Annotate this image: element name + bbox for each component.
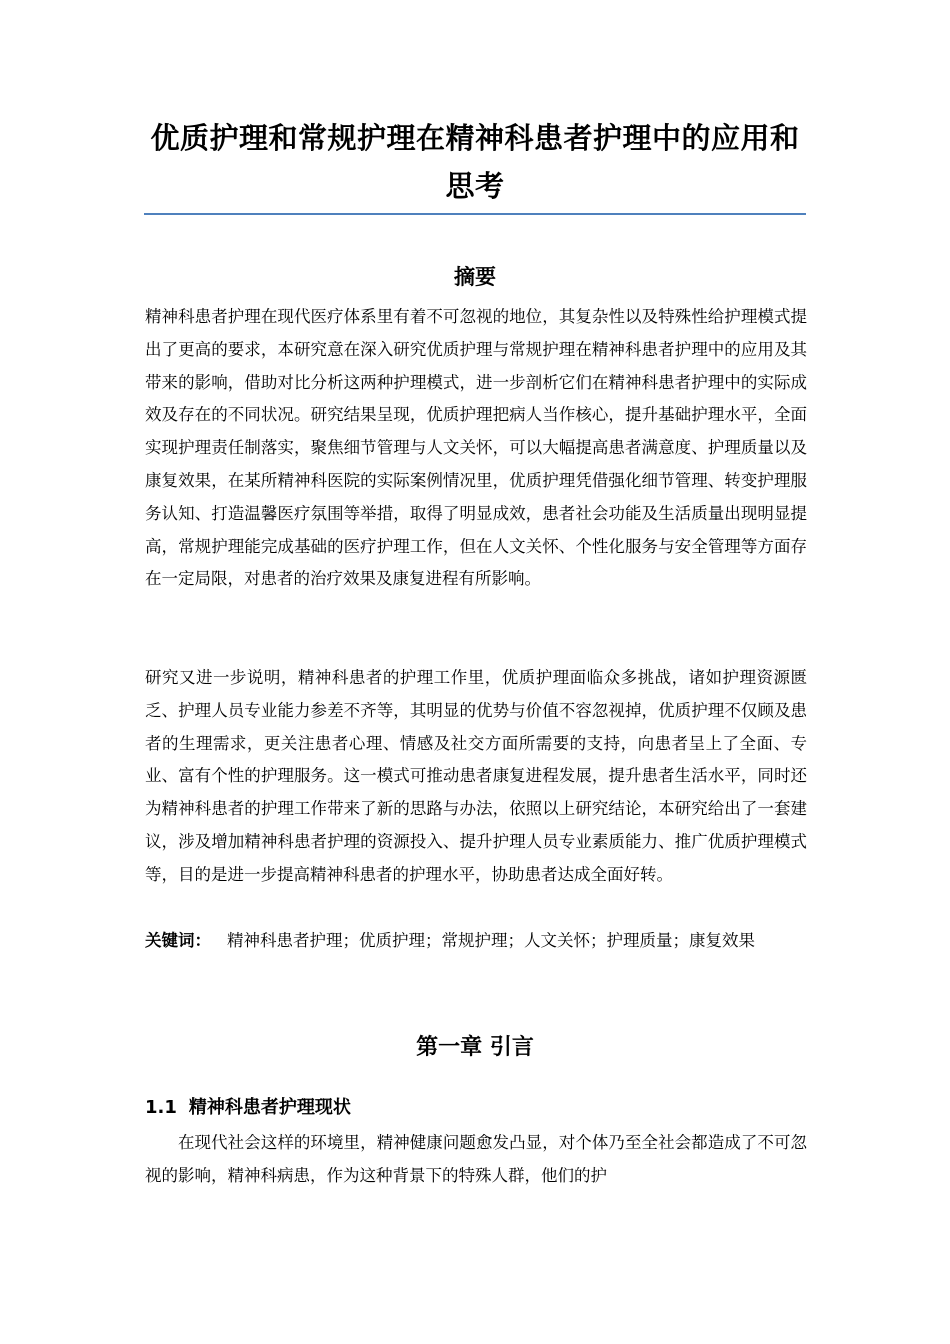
section-title: 精神科患者护理现状 xyxy=(188,1097,351,1118)
document-title: 优质护理和常规护理在精神科患者护理中的应用和思考 xyxy=(150,121,800,203)
section-heading xyxy=(145,1093,805,1123)
section-paragraph: 在现代社会这样的环境里，精神健康问题愈发凸显，对个体乃至全社会都造成了不可忽视的影响，精神科病患，作为这种背景下的特殊人群，他们的护 xyxy=(145,1133,807,1185)
abstract-heading: 摘要 xyxy=(454,265,496,289)
section-number: 1.1 xyxy=(145,1097,177,1118)
keywords-label: 关键词： xyxy=(145,931,211,950)
chapter-heading: 第一章 引言 xyxy=(416,1035,534,1060)
keywords-text: 精神科患者护理；优质护理；常规护理；人文关怀；护理质量；康复效果 xyxy=(227,931,755,950)
title-underline-rule xyxy=(144,213,806,215)
keywords-line xyxy=(145,925,807,957)
abstract-paragraph-1: 精神科患者护理在现代医疗体系里有着不可忽视的地位，其复杂性以及特殊性给护理模式提出了更高的要求，本研究意在深入研究优质护理与常规护理在精神科患者护理中的应用及其带来的影响，借助对比分析这两种护理模式，进一步剖析它们在精神科患者护理中的实际成效及存在的不同状况。研究结果呈现，优质护理把病人当作核心，提升基础护理水平，全面实现护理责任制落实，聚焦细节管理与人文关怀，可以大幅提高患者满意度、护理质量以及康复效果，在某所精神科医院的实际案例情况里，优质护理凭借强化细节管理、转变护理服务认知、打造温馨医疗氛围等举措，取得了明显成效，患者社会功能及生活质量出现明显提高，常规护理能完成基础的医疗护理工作，但在人文关怀、个性化服务与安全管理等方面存在一定局限，对患者的治疗效果及康复进程有所影响。 xyxy=(145,307,807,589)
abstract-paragraph-2: 研究又进一步说明，精神科患者的护理工作里，优质护理面临众多挑战，诸如护理资源匮乏、护理人员专业能力参差不齐等，其明显的优势与价值不容忽视掉，优质护理不仅顾及患者的生理需求，更关注患者心理、情感及社交方面所需要的支持，向患者呈上了全面、专业、富有个性的护理服务。这一模式可推动患者康复进程发展，提升患者生活水平，同时还为精神科患者的护理工作带来了新的思路与办法，依照以上研究结论，本研究给出了一套建议，涉及增加精神科患者护理的资源投入、提升护理人员专业素质能力、推广优质护理模式等，目的是进一步提高精神科患者的护理水平，协助患者达成全面好转。 xyxy=(145,668,807,884)
